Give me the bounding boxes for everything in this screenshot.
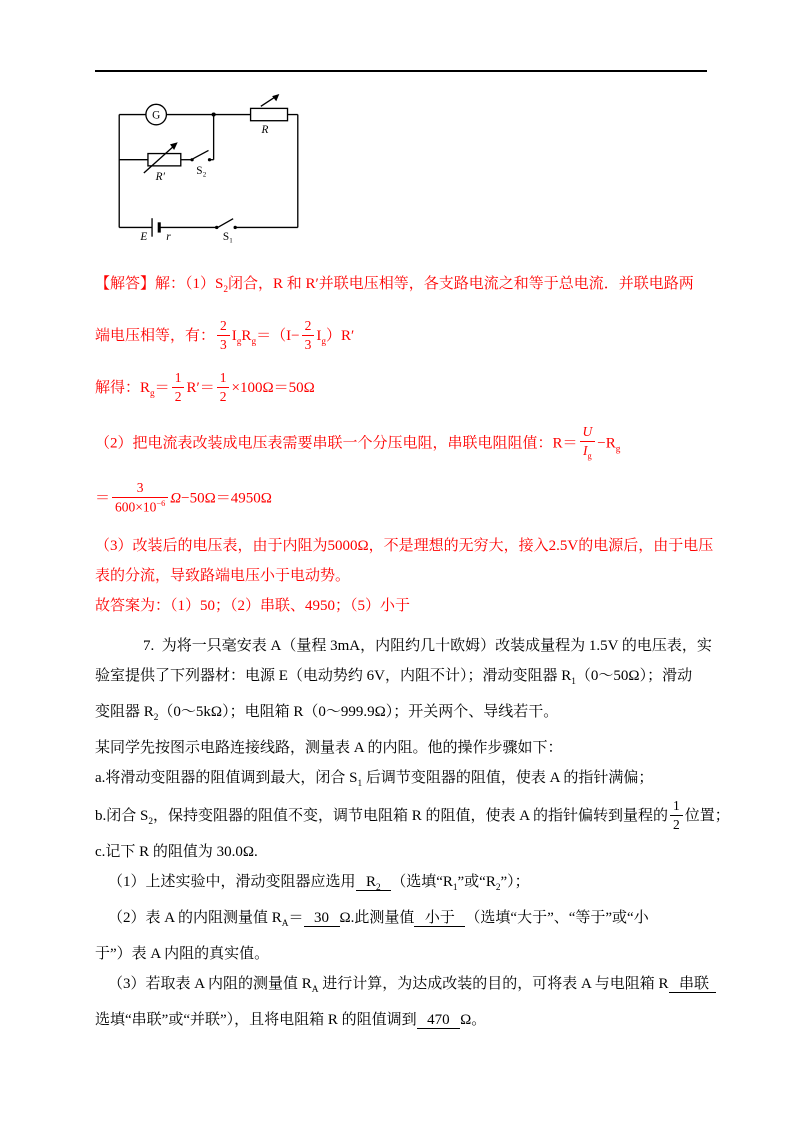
subscript: 2 — [376, 882, 381, 893]
text-run: 小于 — [417, 909, 463, 926]
subscript: g — [321, 337, 326, 348]
text-run: 【解答】解：（1）S — [95, 276, 224, 292]
text-run: 选填“串联”或“并联”），且将电阻箱 R 的阻值调到 — [95, 1011, 417, 1028]
fraction-numerator — [217, 370, 230, 388]
text-run: （2）把电流表改装成电压表需要串联一个分压电阻，串联电阻阻值：R＝ — [95, 435, 578, 452]
answer-blank — [356, 874, 392, 891]
fraction-denominator — [172, 388, 185, 405]
fraction — [172, 370, 185, 405]
text-run: 600×10 — [115, 499, 157, 515]
subscript: g — [587, 452, 592, 462]
text-run: 故答案为：（1）50；（2）串联、4950；（5）小于 — [95, 597, 411, 614]
circuit-diagram — [111, 94, 306, 248]
text-run: 1 — [673, 797, 680, 813]
fraction-denominator — [217, 388, 230, 405]
solution-line-3 — [95, 371, 735, 409]
text-run: （2）表 A 的内阻测量值 R — [108, 909, 282, 926]
subscript: g — [251, 337, 257, 348]
switch2-blade — [193, 150, 208, 158]
text-run: （3）改装后的电压表，由于内阻为5000Ω，不是理想的无穷大，接入2.5V的电源后，由于电压 — [95, 537, 714, 554]
solution-line-1 — [95, 269, 735, 305]
switch2-contact — [190, 158, 193, 161]
fraction — [112, 480, 168, 516]
fraction-numerator — [670, 798, 683, 816]
fraction-denominator — [112, 498, 168, 516]
fraction — [670, 798, 683, 833]
italic-run: Ω — [170, 490, 182, 507]
question-step-c — [95, 837, 735, 867]
italic-run: U — [582, 424, 593, 440]
text-run: 2 — [673, 816, 680, 832]
switch1-contact — [215, 226, 218, 229]
fraction — [302, 318, 315, 353]
solution-line-5 — [95, 481, 735, 517]
fraction — [217, 370, 230, 405]
subscript: 1 — [571, 676, 576, 687]
text-run: （0～5kΩ）；电阻箱 R（0～999.9Ω）；开关两个、导线若干。 — [158, 703, 559, 720]
text-run — [381, 874, 389, 890]
fraction-numerator — [580, 424, 596, 442]
battery-label: E — [140, 230, 148, 243]
text-run: −50Ω＝4950Ω — [181, 490, 272, 507]
text-run: 2 — [304, 318, 312, 333]
junction-dot — [212, 113, 216, 117]
text-run: 某同学先按图示电路连接线路，测量表 A 的内阻。他的操作步骤如下： — [95, 739, 563, 756]
question-part-2 — [95, 903, 735, 939]
text-run: 3 — [136, 479, 144, 495]
superscript: −6 — [156, 498, 166, 508]
fraction-denominator — [670, 816, 683, 833]
text-run: I — [231, 328, 237, 345]
subscript: A — [281, 918, 289, 929]
fraction — [217, 318, 230, 353]
text-run: （选填“大于”、“等于”或“小 — [465, 909, 649, 926]
rheostat-r-symbol — [251, 108, 288, 120]
text-run: R — [358, 873, 377, 890]
text-run: 解得：R — [95, 380, 151, 397]
subscript: g — [236, 337, 242, 348]
text-run: 串联 — [671, 975, 713, 992]
text-run: R′＝ — [186, 380, 215, 397]
fraction-numerator — [217, 318, 230, 336]
subscript: 2 — [495, 882, 501, 893]
question-part-3-cont — [95, 1005, 735, 1035]
text-run: Ω.此测量值 — [339, 909, 415, 926]
switch2-label: S₂ — [196, 165, 207, 178]
switch1-label: S₁ — [222, 230, 234, 243]
text-run: 位置； — [684, 807, 730, 824]
question-step-b — [95, 799, 735, 837]
question-line-4 — [95, 733, 735, 763]
subscript: 2 — [148, 816, 153, 827]
subscript: 1 — [452, 882, 458, 893]
text-run: ）R′ — [325, 328, 355, 345]
text-run: 2 — [220, 318, 227, 333]
text-run: 3 — [304, 337, 312, 353]
fraction-denominator — [580, 442, 596, 462]
text-run: ”或“R — [457, 873, 496, 890]
answer-blank — [417, 1012, 461, 1029]
internal-resistance-label: r — [166, 230, 171, 243]
switch1-contact — [234, 226, 237, 229]
text-run: R — [241, 328, 252, 345]
rheostat-r-label: R — [261, 124, 269, 137]
answer-blank — [304, 910, 340, 927]
text-run: 表的分流，导致路端电压小于电动势。 — [95, 567, 351, 584]
text-run: ＝ — [95, 490, 111, 507]
solution-line-6 — [95, 531, 735, 561]
text-run: b.闭合 S — [95, 807, 149, 824]
text-run: ＝（I− — [256, 328, 300, 345]
question-part-3 — [95, 969, 735, 1005]
text-run: 2 — [174, 389, 182, 405]
text-run: 变阻器 R — [95, 703, 154, 720]
text-run: 验室提供了下列器材：电源 E（电动势约 6V，内阻不计）；滑动变阻器 R — [95, 667, 572, 684]
text-run: −R — [597, 435, 616, 452]
question-line-2 — [95, 661, 735, 697]
italic-run: I — [583, 443, 588, 459]
subscript: g — [615, 444, 621, 455]
text-run: （选填“R — [391, 873, 453, 890]
text-run: ，保持变阻器的阻值不变，调节电阻箱 R 的阻值，使表 A 的指针偏转到量程的 — [153, 807, 669, 824]
text-run: a.将滑动变阻器的阻值调到最大，闭合 S — [95, 769, 358, 786]
text-run: ＝ — [288, 909, 304, 926]
text-run: ＝ — [154, 380, 170, 397]
question-line-3 — [95, 697, 735, 733]
document-content — [95, 86, 735, 1035]
text-run: 闭合，R 和 R′并联电压相等，各支路电流之和等于总电流．并联电路两 — [228, 276, 694, 292]
question-step-a — [95, 763, 735, 799]
text-run: Ω。 — [460, 1011, 487, 1028]
solution-line-7 — [95, 561, 735, 591]
top-divider — [95, 70, 707, 72]
text-run: 1 — [219, 370, 227, 386]
fraction — [580, 424, 596, 462]
fraction-numerator — [172, 370, 185, 388]
text-run: 于”）表 A 内阻的真实值。 — [95, 945, 270, 962]
text-run: 30 — [306, 909, 337, 926]
text-run: （1）上述实验中，滑动变阻器应选用 — [108, 873, 356, 890]
answer-blank — [414, 910, 465, 927]
question-part-1 — [95, 867, 735, 903]
text-run: 1 — [174, 370, 182, 386]
solution-answer — [95, 591, 735, 621]
subscript: 2 — [223, 285, 228, 295]
solution-line-4 — [95, 425, 735, 464]
fraction-numerator — [112, 480, 168, 498]
subscript: 2 — [153, 712, 159, 723]
text-run: 470 — [419, 1011, 458, 1028]
fraction-denominator — [217, 336, 230, 353]
text-run: I — [316, 328, 322, 345]
fraction-denominator — [302, 336, 315, 353]
text-run: 7. 为将一只毫安表 A（量程 3mA，内阻约几十欧姆）改装成量程为 1.5V 的电压表，实 — [143, 637, 712, 654]
answer-blank — [669, 976, 716, 993]
solution-line-2 — [95, 319, 735, 357]
text-run: 后调节变阻器的阻值，使表 A 的指针满偏； — [362, 769, 654, 786]
circuit-wires — [119, 96, 298, 237]
text-run: c.记下 R 的阻值为 30.0Ω. — [95, 843, 258, 860]
question-part-2-cont — [95, 939, 735, 969]
switch2-contact — [208, 158, 211, 161]
switch1-blade — [218, 219, 233, 228]
subscript: 1 — [357, 778, 363, 789]
subscript: A — [311, 984, 319, 995]
subscript: g — [150, 389, 155, 400]
text-run: ”）； — [500, 873, 530, 890]
rheostat-rprime-label: R′ — [155, 171, 165, 184]
text-run: ×100Ω＝50Ω — [231, 380, 315, 397]
question-line-1 — [95, 631, 735, 661]
text-run: 2 — [219, 389, 227, 405]
galvanometer-label: G — [152, 109, 161, 122]
text-run: 3 — [220, 337, 227, 353]
text-run: 进行计算，为达成改装的目的，可将表 A 与电阻箱 R — [318, 975, 669, 992]
text-run: （0～50Ω）；滑动 — [575, 667, 693, 684]
text-run: 端电压相等，有： — [95, 328, 216, 345]
fraction-numerator — [302, 318, 315, 336]
circuit-figure — [111, 94, 306, 253]
text-run: （3）若取表 A 内阻的测量值 R — [108, 975, 312, 992]
